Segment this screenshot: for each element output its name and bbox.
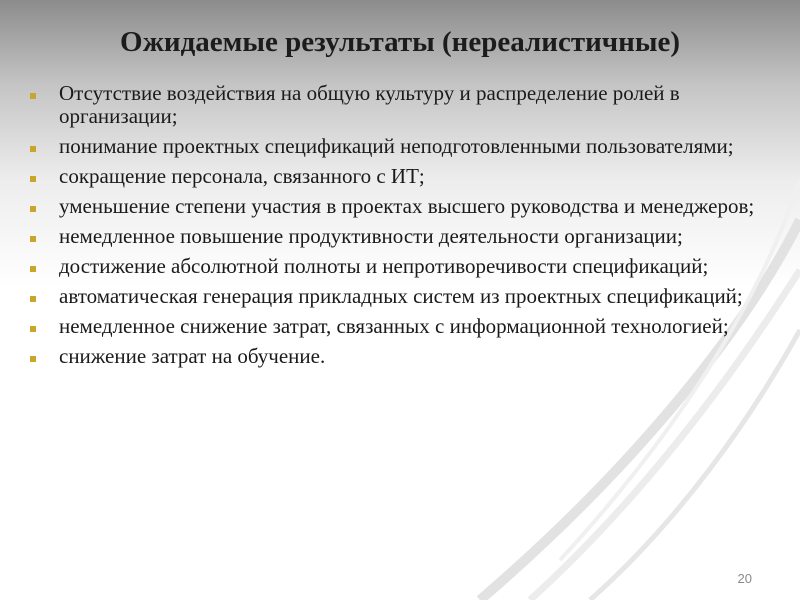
bullet-text: понимание проектных спецификаций неподготовленными пользователями; bbox=[59, 134, 734, 158]
square-bullet-icon bbox=[30, 266, 36, 272]
square-bullet-icon bbox=[30, 236, 36, 242]
bullet-item bbox=[28, 345, 778, 368]
bullet-item bbox=[28, 225, 778, 248]
bullet-item bbox=[28, 165, 778, 188]
bullet-item bbox=[28, 82, 778, 128]
bullet-item bbox=[28, 315, 778, 338]
page-number: 20 bbox=[737, 571, 752, 586]
bullet-text: снижение затрат на обучение. bbox=[59, 344, 326, 368]
bullet-text: сокращение персонала, связанного с ИТ; bbox=[59, 164, 425, 188]
bullet-text: достижение абсолютной полноты и непротиворечивости спецификаций; bbox=[59, 254, 709, 278]
bullet-list bbox=[28, 82, 778, 375]
square-bullet-icon bbox=[30, 296, 36, 302]
bullet-item bbox=[28, 195, 778, 218]
square-bullet-icon bbox=[30, 206, 36, 212]
bullet-text: немедленное снижение затрат, связанных с информационной технологией; bbox=[59, 314, 729, 338]
bullet-item bbox=[28, 255, 778, 278]
bullet-item bbox=[28, 285, 778, 308]
square-bullet-icon bbox=[30, 326, 36, 332]
bullet-item bbox=[28, 135, 778, 158]
square-bullet-icon bbox=[30, 93, 36, 99]
square-bullet-icon bbox=[30, 176, 36, 182]
slide-title: Ожидаемые результаты (нереалистичные) bbox=[119, 26, 681, 58]
square-bullet-icon bbox=[30, 146, 36, 152]
square-bullet-icon bbox=[30, 356, 36, 362]
bullet-text: Отсутствие воздействия на общую культуру и распределение ролей в организации; bbox=[59, 81, 680, 128]
bullet-text: автоматическая генерация прикладных систем из проектных спецификаций; bbox=[59, 284, 743, 308]
bullet-text: немедленное повышение продуктивности деятельности организации; bbox=[59, 224, 683, 248]
bullet-text: уменьшение степени участия в проектах высшего руководства и менеджеров; bbox=[59, 194, 755, 218]
